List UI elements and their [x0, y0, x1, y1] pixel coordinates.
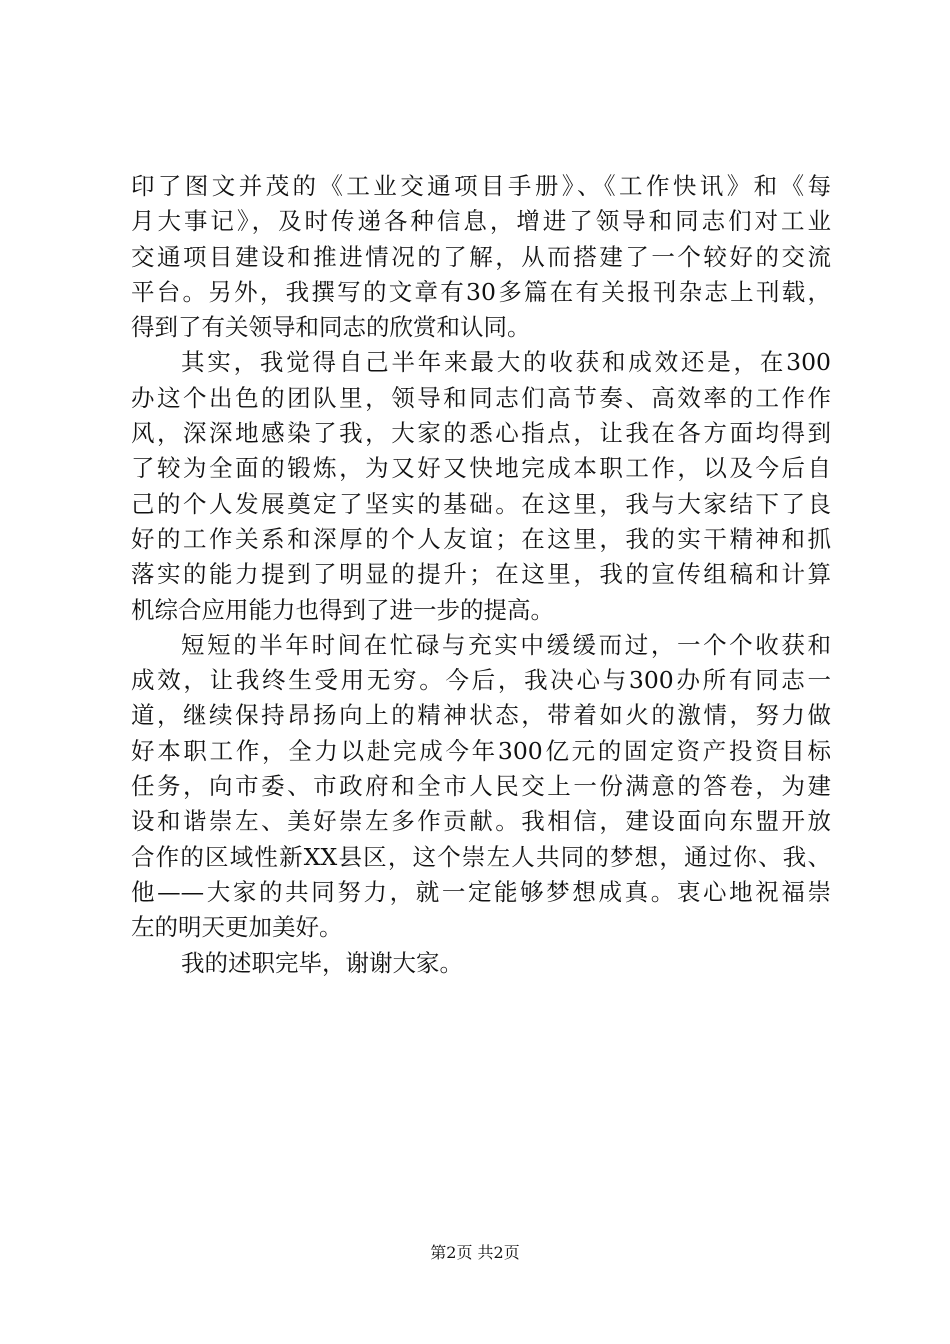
paragraph [131, 628, 831, 946]
text-line: 办这个出色的团队里，领导和同志们高节奏、高效率的工作作 [131, 383, 831, 412]
text-line: 道，继续保持昂扬向上的精神状态，带着如火的激情，努力做 [131, 701, 831, 730]
document-body [131, 169, 831, 981]
text-line: 设和谐崇左、美好崇左多作贡献。我相信，建设面向东盟开放 [131, 807, 831, 836]
text-line: 印了图文并茂的《工业交通项目手册》、《工作快讯》和《每 [131, 172, 831, 200]
text-line: 平台。另外，我撰写的文章有30多篇在有关报刊杂志上刊载， [131, 277, 831, 306]
text-line: 任务，向市委、市政府和全市人民交上一份满意的答卷，为建 [131, 772, 831, 801]
text-line: 得到了有关领导和同志的欣赏和认同。 [131, 313, 531, 342]
text-line: 了较为全面的锻炼，为又好又快地完成本职工作，以及今后自 [131, 454, 831, 483]
paragraph [131, 169, 831, 345]
text-line: 左的明天更加美好。 [131, 913, 343, 942]
text-line: 机综合应用能力也得到了进一步的提高。 [131, 595, 554, 624]
text-line: 其实，我觉得自己半年来最大的收获和成效还是，在300 [181, 348, 831, 377]
text-line: 好的工作关系和深厚的个人友谊；在这里，我的实干精神和抓 [131, 524, 831, 553]
text-line: 己的个人发展奠定了坚实的基础。在这里，我与大家结下了良 [131, 489, 831, 518]
paragraph [131, 946, 831, 981]
text-line: 合作的区域性新XX县区，这个崇左人共同的梦想，通过你、我、 [131, 842, 831, 871]
text-line: 短短的半年时间在忙碌与充实中缓缓而过，一个个收获和 [181, 630, 831, 659]
text-line: 风，深深地感染了我，大家的悉心指点，让我在各方面均得到 [131, 419, 831, 448]
text-line: 月大事记》，及时传递各种信息，增进了领导和同志们对工业 [131, 207, 831, 236]
text-line: 交通项目建设和推进情况的了解，从而搭建了一个较好的交流 [131, 242, 831, 271]
text-line: 他——大家的共同努力，就一定能够梦想成真。衷心地祝福崇 [131, 877, 831, 906]
text-line: 成效，让我终生受用无穷。今后，我决心与300办所有同志一 [131, 666, 831, 695]
text-line: 落实的能力提到了明显的提升；在这里，我的宣传组稿和计算 [131, 560, 831, 589]
text-line: 好本职工作，全力以赴完成今年300亿元的固定资产投资目标 [131, 736, 831, 765]
paragraph [131, 345, 831, 627]
text-line: 我的述职完毕，谢谢大家。 [181, 948, 463, 977]
page-footer: 第2页 共2页 [430, 1243, 520, 1262]
